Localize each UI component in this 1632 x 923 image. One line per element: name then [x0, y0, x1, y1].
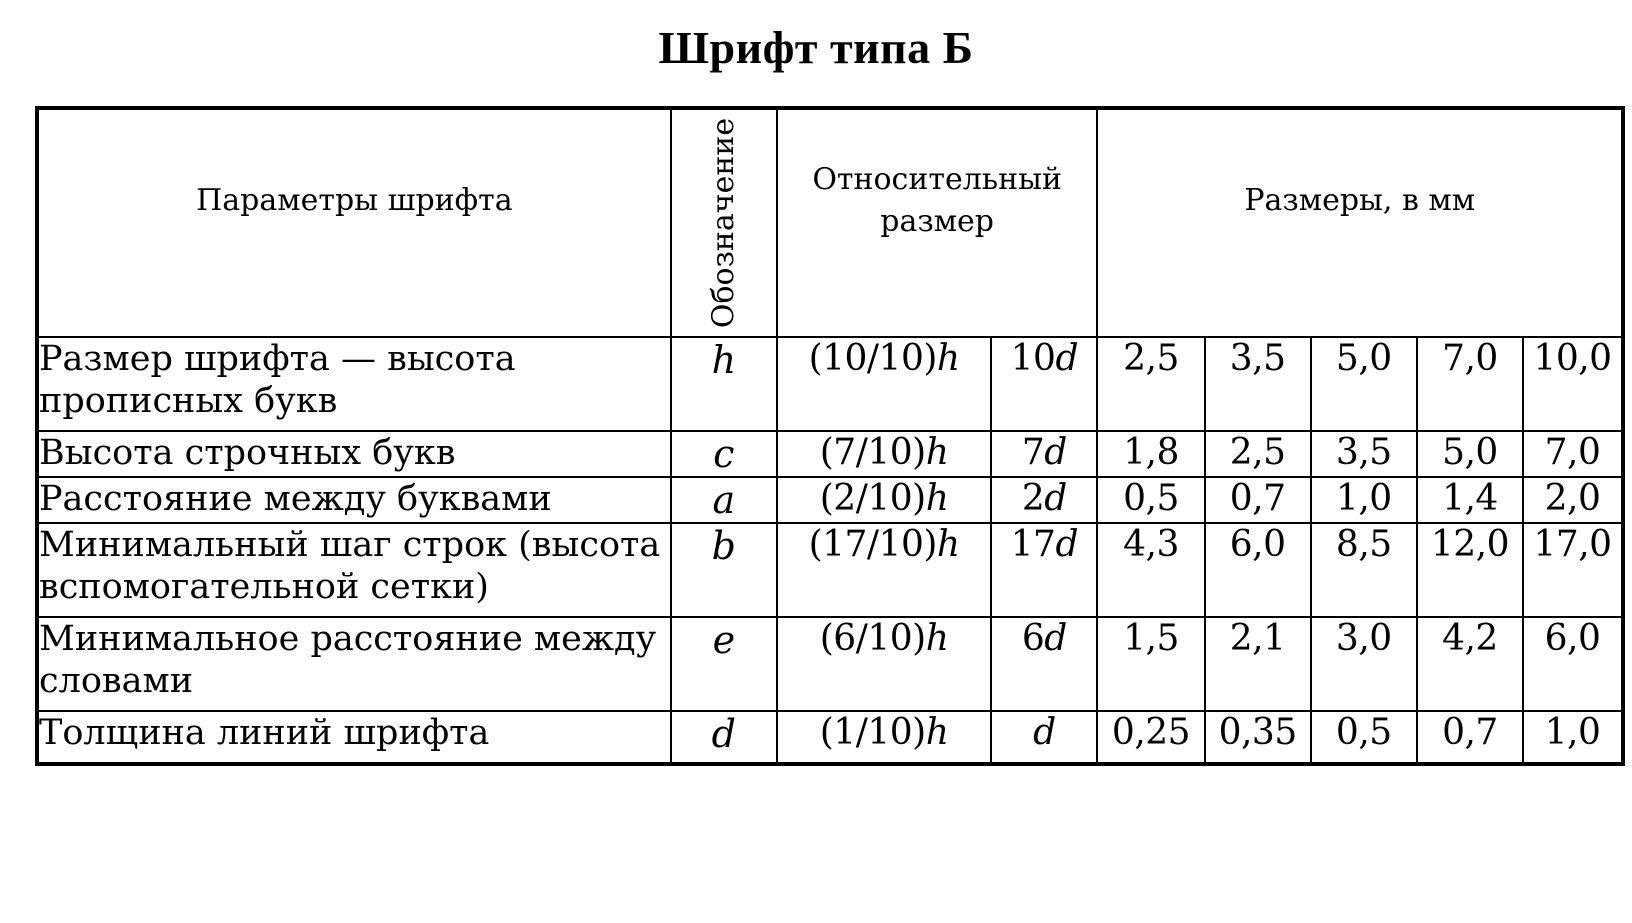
param-cell: Расстояние между буквами — [37, 477, 671, 523]
size-value: 3,0 — [1311, 617, 1417, 711]
size-value: 2,5 — [1097, 337, 1204, 431]
size-value: 17,0 — [1523, 523, 1623, 617]
table-row — [37, 431, 1623, 477]
relative-h-cell: (1/10)h — [777, 711, 991, 764]
relative-h-cell: (17/10)h — [777, 523, 991, 617]
header-row — [37, 108, 1623, 337]
symbol-cell: e — [671, 617, 777, 711]
table-row — [37, 711, 1623, 764]
table-row — [37, 523, 1623, 617]
size-value: 7,0 — [1417, 337, 1523, 431]
size-value: 7,0 — [1523, 431, 1623, 477]
size-value: 3,5 — [1311, 431, 1417, 477]
size-value: 12,0 — [1417, 523, 1523, 617]
table-row — [37, 617, 1623, 711]
size-value: 2,1 — [1205, 617, 1311, 711]
relative-h-cell: (6/10)h — [777, 617, 991, 711]
header-params: Параметры шрифта — [37, 108, 671, 337]
relative-h-cell: (2/10)h — [777, 477, 991, 523]
symbol-cell: b — [671, 523, 777, 617]
size-value: 6,0 — [1205, 523, 1311, 617]
param-cell: Минимальное расстояние между словами — [37, 617, 671, 711]
relative-d-cell: 7d — [991, 431, 1097, 477]
size-value: 0,35 — [1205, 711, 1311, 764]
size-value: 4,3 — [1097, 523, 1204, 617]
size-value: 1,5 — [1097, 617, 1204, 711]
size-value: 5,0 — [1311, 337, 1417, 431]
relative-h-cell: (10/10)h — [777, 337, 991, 431]
param-cell: Размер шрифта — высота прописных букв — [37, 337, 671, 431]
size-value: 2,5 — [1205, 431, 1311, 477]
size-value: 0,7 — [1205, 477, 1311, 523]
font-spec-table — [35, 106, 1625, 766]
relative-d-cell: 2d — [991, 477, 1097, 523]
relative-d-cell: d — [991, 711, 1097, 764]
symbol-cell: d — [671, 711, 777, 764]
param-cell: Толщина линий шрифта — [37, 711, 671, 764]
size-value: 3,5 — [1205, 337, 1311, 431]
relative-d-cell: 6d — [991, 617, 1097, 711]
size-value: 8,5 — [1311, 523, 1417, 617]
size-value: 0,5 — [1097, 477, 1204, 523]
size-value: 2,0 — [1523, 477, 1623, 523]
header-sizes-mm: Размеры, в мм — [1097, 108, 1623, 337]
header-relative-size: Относительный размер — [777, 108, 1098, 337]
size-value: 10,0 — [1523, 337, 1623, 431]
size-value: 5,0 — [1417, 431, 1523, 477]
size-value: 1,0 — [1523, 711, 1623, 764]
table-row — [37, 477, 1623, 523]
size-value: 6,0 — [1523, 617, 1623, 711]
size-value: 4,2 — [1417, 617, 1523, 711]
symbol-cell: c — [671, 431, 777, 477]
relative-d-cell: 17d — [991, 523, 1097, 617]
page-title: Шрифт типа Б — [658, 22, 974, 73]
param-cell: Минимальный шаг строк (высота вспомогательной сетки) — [37, 523, 671, 617]
relative-h-cell: (7/10)h — [777, 431, 991, 477]
size-value: 1,4 — [1417, 477, 1523, 523]
symbol-cell: a — [671, 477, 777, 523]
size-value: 0,7 — [1417, 711, 1523, 764]
header-designation: Обозначение — [671, 108, 777, 337]
param-cell: Высота строчных букв — [37, 431, 671, 477]
table-row — [37, 337, 1623, 431]
size-value: 0,5 — [1311, 711, 1417, 764]
size-value: 1,0 — [1311, 477, 1417, 523]
relative-d-cell: 10d — [991, 337, 1097, 431]
symbol-cell: h — [671, 337, 777, 431]
size-value: 1,8 — [1097, 431, 1204, 477]
size-value: 0,25 — [1097, 711, 1204, 764]
